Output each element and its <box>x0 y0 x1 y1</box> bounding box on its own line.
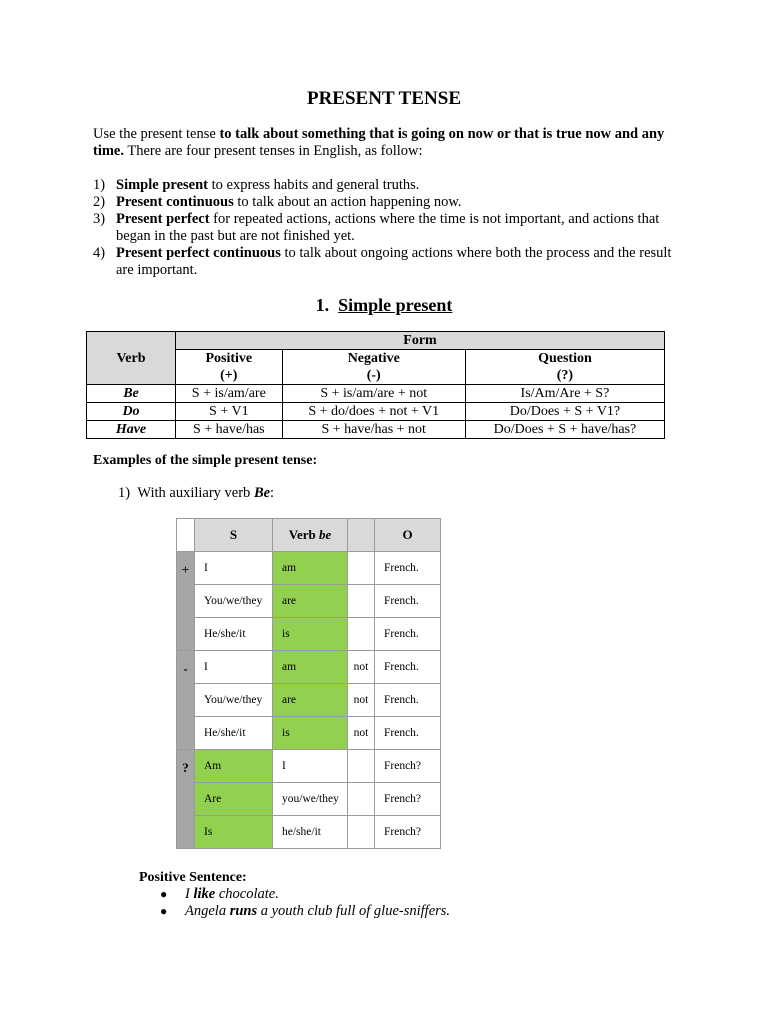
intro-text-bold: to talk about something that is going on now or that is true now and any time. <box>93 126 665 159</box>
header-verb-text: Verb <box>288 527 319 542</box>
tense-desc: to express habits and general truths. <box>207 177 420 193</box>
tense-desc: for repeated actions, actions where the time is not important, and actions that began in the past but are not finished yet. <box>116 211 660 244</box>
subject-cell: you/we/they <box>273 783 348 816</box>
verb-cell: am <box>273 651 348 684</box>
tense-name: Present perfect <box>116 211 210 227</box>
bullet-icon: ● <box>160 887 168 901</box>
not-cell: not <box>348 717 375 750</box>
object-cell: French. <box>375 585 441 618</box>
table-row <box>177 750 441 783</box>
sub-verb: Be <box>253 485 271 501</box>
form-table <box>86 331 665 439</box>
subject-cell: You/we/they <box>195 585 273 618</box>
verb-cell: is <box>273 618 348 651</box>
col-symbol-positive: (+) <box>176 367 283 385</box>
not-cell <box>348 618 375 651</box>
verb-cell: are <box>273 684 348 717</box>
table-cell: S + have/has <box>176 421 283 439</box>
table-row <box>177 783 441 816</box>
table-cell: Do/Does + S + V1? <box>465 403 664 421</box>
subject-cell: You/we/they <box>195 684 273 717</box>
example-verb: runs <box>229 903 258 919</box>
table-row <box>177 684 441 717</box>
table-cell: S + is/am/are + not <box>282 385 465 403</box>
intro-text-2: There are four present tenses in English, as follow: <box>124 143 423 159</box>
header-verb-italic: be <box>318 527 332 542</box>
table-cell: Is/Am/Are + S? <box>465 385 664 403</box>
object-cell: French. <box>375 684 441 717</box>
verb-cell: am <box>273 552 348 585</box>
section-number: 1. <box>315 295 330 315</box>
not-cell <box>348 552 375 585</box>
col-header-question: Question <box>465 350 664 368</box>
tense-desc: to talk about an action happening now. <box>233 194 462 210</box>
table-cell: S + do/does + not + V1 <box>282 403 465 421</box>
list-item <box>93 211 683 245</box>
header-blank <box>348 519 375 552</box>
tense-list <box>93 177 683 279</box>
subject-cell: He/she/it <box>195 618 273 651</box>
verb-cell: are <box>273 585 348 618</box>
example-pre: I <box>185 886 194 902</box>
subject-cell: I <box>195 552 273 585</box>
table-cell: S + is/am/are <box>176 385 283 403</box>
object-cell: French. <box>375 618 441 651</box>
table-row <box>87 421 665 439</box>
header-s: S <box>195 519 273 552</box>
intro-text-1: Use the present tense <box>93 126 220 142</box>
sub-example-heading <box>118 485 274 502</box>
col-header-negative: Negative <box>282 350 465 368</box>
tense-name: Present continuous <box>116 194 234 210</box>
list-item <box>93 245 683 279</box>
sub-number: 1) <box>118 485 131 501</box>
list-item <box>160 903 450 920</box>
header-o: O <box>375 519 441 552</box>
table-cell: S + have/has + not <box>282 421 465 439</box>
object-cell: French. <box>375 717 441 750</box>
table-header-row <box>177 519 441 552</box>
subject-cell: he/she/it <box>273 816 348 849</box>
col-header-positive: Positive <box>176 350 283 368</box>
subject-cell: I <box>195 651 273 684</box>
positive-examples-list <box>160 886 450 920</box>
sign-negative: - <box>177 651 195 750</box>
table-row <box>177 816 441 849</box>
object-cell: French. <box>375 552 441 585</box>
col-symbol-negative: (-) <box>282 367 465 385</box>
blank-cell <box>348 783 375 816</box>
tense-name: Simple present <box>116 177 208 193</box>
sign-positive: + <box>177 552 195 651</box>
verb-cell: Am <box>195 750 273 783</box>
page-title: PRESENT TENSE <box>306 88 461 109</box>
not-cell: not <box>348 684 375 717</box>
tense-name: Present perfect continuous <box>116 245 281 261</box>
col-symbol-question: (?) <box>465 367 664 385</box>
table-row <box>177 585 441 618</box>
row-verb: Be <box>87 385 176 403</box>
table-row <box>177 618 441 651</box>
subject-cell: I <box>273 750 348 783</box>
positive-heading: Positive Sentence: <box>139 870 247 885</box>
object-cell: French? <box>375 750 441 783</box>
list-item <box>93 194 683 211</box>
table-row <box>177 651 441 684</box>
list-number: 2) <box>93 194 106 210</box>
form-header: Form <box>176 332 665 350</box>
table-cell: Do/Does + S + have/has? <box>465 421 664 439</box>
verb-header: Verb <box>87 332 176 385</box>
object-cell: French. <box>375 651 441 684</box>
header-verb <box>273 519 348 552</box>
not-cell <box>348 585 375 618</box>
table-row <box>177 717 441 750</box>
intro-paragraph <box>93 126 678 160</box>
list-number: 1) <box>93 177 106 193</box>
blank-cell <box>348 750 375 783</box>
example-verb: like <box>193 886 216 902</box>
subject-cell: He/she/it <box>195 717 273 750</box>
object-cell: French? <box>375 783 441 816</box>
table-row <box>87 385 665 403</box>
list-item <box>93 177 683 194</box>
example-pre: Angela <box>185 903 230 919</box>
verb-cell: Is <box>195 816 273 849</box>
section-heading <box>0 295 768 316</box>
be-conjugation-table <box>176 518 441 849</box>
blank-cell <box>348 816 375 849</box>
not-cell: not <box>348 651 375 684</box>
example-post: chocolate. <box>215 886 279 902</box>
sign-question: ? <box>177 750 195 849</box>
list-item <box>160 886 450 903</box>
verb-cell: Are <box>195 783 273 816</box>
row-verb: Do <box>87 403 176 421</box>
list-number: 3) <box>93 211 106 227</box>
example-post: a youth club full of glue-sniffers. <box>257 903 451 919</box>
object-cell: French? <box>375 816 441 849</box>
sub-colon: : <box>270 485 275 501</box>
row-verb: Have <box>87 421 176 439</box>
corner-cell <box>177 519 195 552</box>
list-number: 4) <box>93 245 106 261</box>
section-title: Simple present <box>338 295 453 315</box>
bullet-icon: ● <box>160 904 168 918</box>
tense-desc: to talk about ongoing actions where both the process and the result are important. <box>116 245 672 278</box>
sub-text: With auxiliary verb <box>137 485 254 501</box>
examples-heading: Examples of the simple present tense: <box>93 453 318 468</box>
verb-cell: is <box>273 717 348 750</box>
table-cell: S + V1 <box>176 403 283 421</box>
table-row <box>177 552 441 585</box>
table-row <box>87 403 665 421</box>
